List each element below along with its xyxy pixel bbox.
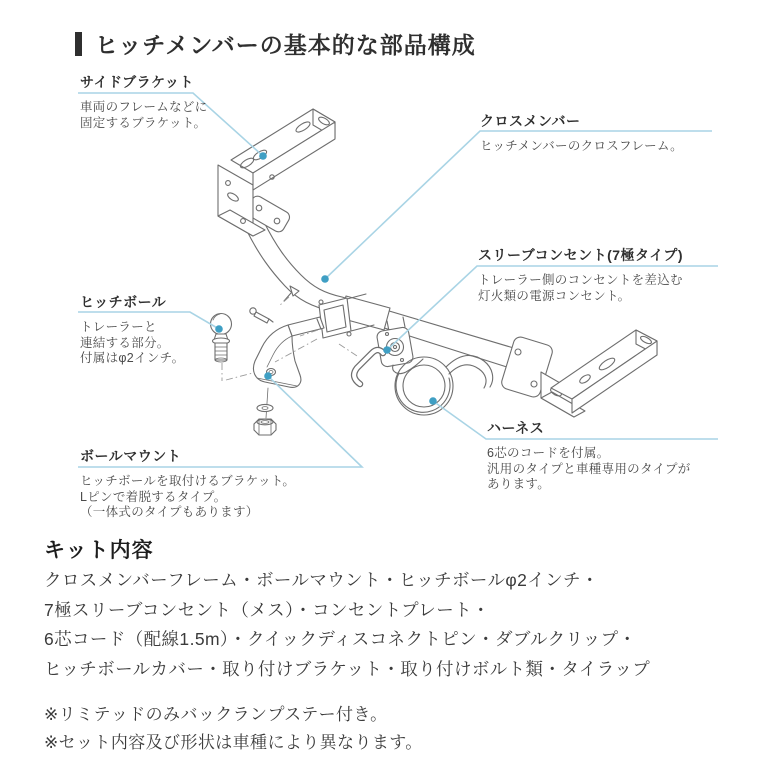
desc-line: 6芯のコードを付属。 <box>487 446 610 460</box>
label-side-bracket-title: サイドブラケット <box>80 74 194 90</box>
label-ball-mount-desc <box>80 474 295 521</box>
note-line: ※セット内容及び形状は車種により異なります。 <box>44 733 423 752</box>
desc-line: 付属はφ2インチ。 <box>80 351 185 365</box>
l-pin-drawing <box>284 286 299 301</box>
kit-notes <box>44 701 423 757</box>
right-side-bracket-drawing <box>541 330 657 417</box>
kit-line: 7極スリーブコンセント（メス）・コンセントプレート・ <box>44 599 490 620</box>
label-harness-desc <box>487 446 691 493</box>
label-hitch-ball-desc <box>80 320 184 367</box>
harness-coil-drawing <box>395 355 493 415</box>
label-side-bracket-desc <box>80 100 208 131</box>
desc-line: 灯火類の電源コンセント。 <box>478 288 631 303</box>
receiver-tube-drawing <box>319 294 390 338</box>
kit-line: 6芯コード（配線1.5m）・クイックディスコネクトピン・ダブルクリップ・ <box>44 629 637 649</box>
desc-line: 固定するブラケット。 <box>80 115 207 130</box>
kit-line: ヒッチボールカバー・取り付けブラケット・取り付けボルト類・タイラップ <box>44 658 651 679</box>
label-sleeve-outlet-title: スリーブコンセント(7極タイプ) <box>478 247 684 263</box>
desc-line: トレーラー側のコンセントを差込む <box>478 273 683 287</box>
desc-line: ヒッチメンバーのクロスフレーム。 <box>480 139 683 153</box>
label-hitch-ball-title: ヒッチボール <box>80 294 167 310</box>
desc-line: ヒッチボールを取付けるブラケット。 <box>80 474 296 488</box>
side-bracket-drawing <box>218 109 335 236</box>
desc-line: Lピンで着脱するタイプ。 <box>80 489 227 504</box>
label-ball-mount <box>80 446 295 521</box>
desc-line: 汎用のタイプと車種専用のタイプが <box>487 461 691 476</box>
kit-line: クロスメンバーフレーム・ボールマウント・ヒッチボールφ2インチ・ <box>44 570 599 590</box>
quick-disconnect-pin-drawing <box>250 308 273 323</box>
label-ball-mount-title: ボールマウント <box>80 448 182 464</box>
label-cross-member-desc <box>480 139 683 155</box>
label-harness-title: ハーネス <box>487 420 545 436</box>
label-cross-member <box>480 111 683 155</box>
label-sleeve-outlet-desc <box>478 273 683 304</box>
label-hitch-ball <box>80 292 184 367</box>
page-title: ヒッチメンバーの基本的な部品構成 <box>95 32 476 58</box>
label-sleeve-outlet <box>478 245 683 304</box>
desc-line: あります。 <box>487 477 551 491</box>
desc-line: 車両のフレームなどに <box>80 100 208 114</box>
j-pin-drawing <box>354 350 383 384</box>
washer-nut-drawing <box>254 388 276 435</box>
label-cross-member-title: クロスメンバー <box>480 113 581 129</box>
hitch-ball-drawing <box>211 314 232 363</box>
ball-mount-drawing <box>253 317 324 387</box>
label-harness <box>487 418 691 493</box>
note-line: ※リミテッドのみバックランプステー付き。 <box>44 705 388 724</box>
desc-line: 連結する部分。 <box>80 335 170 350</box>
kit-contents-heading: キット内容 <box>44 539 154 562</box>
label-side-bracket <box>80 72 208 131</box>
desc-line: トレーラーと <box>80 320 157 334</box>
kit-contents-list <box>44 566 650 684</box>
desc-line: （一体式のタイプもあります） <box>80 505 259 519</box>
